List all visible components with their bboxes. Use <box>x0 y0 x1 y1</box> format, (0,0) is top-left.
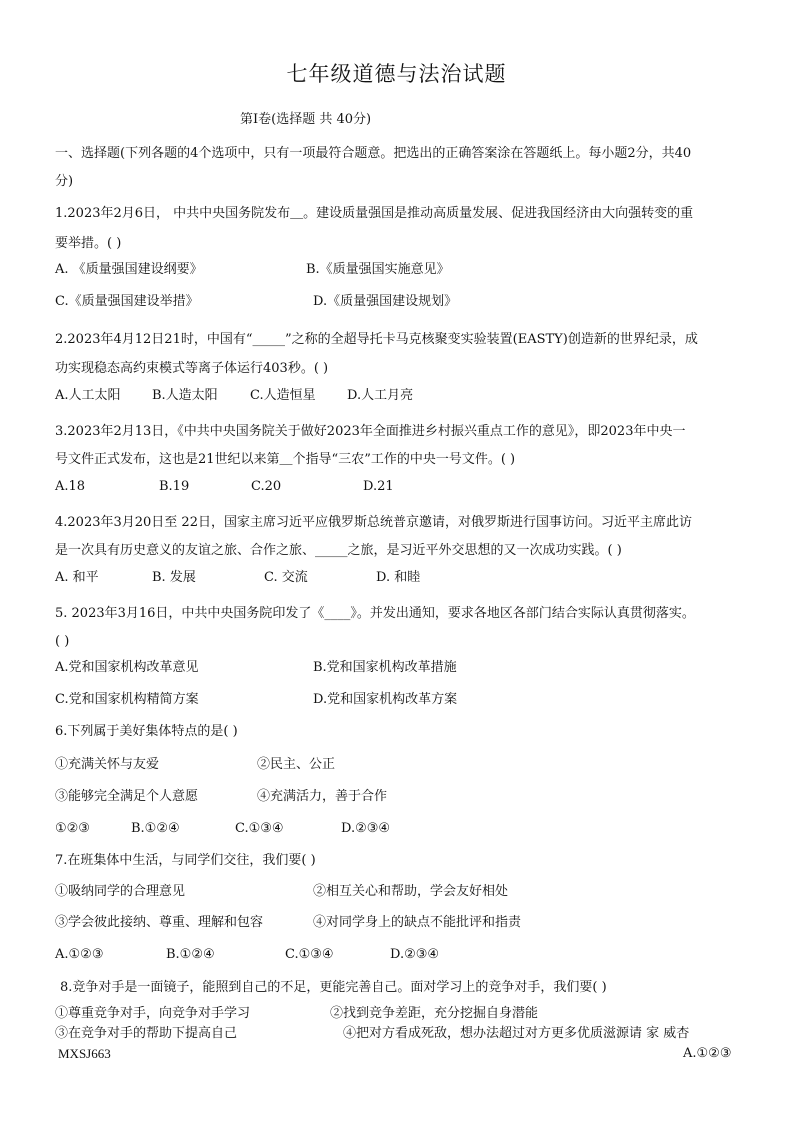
q4-option-a: A. 和平 <box>55 570 99 585</box>
q4-option-d: D. 和睦 <box>376 570 421 585</box>
q2-option-a: A.人工太阳 <box>55 388 121 403</box>
q4-option-b: B. 发展 <box>152 570 196 585</box>
q2-option-c: C.人造恒星 <box>250 388 316 403</box>
q1-option-b: B.《质量强国实施意见》 <box>306 262 450 277</box>
q7-statement-3: ③学会彼此接纳、尊重、理解和包容 <box>55 915 264 930</box>
q6-statement-3: ③能够完全满足个人意愿 <box>55 789 199 804</box>
q3-stem-line-1: 3.2023年2月13日，《中共中央国务院关于做好2023年全面推进乡村振兴重点工作的意见》，即2023年中央一 <box>55 424 686 439</box>
q8-statement-1: ①尊重竞争对手，向竞争对手学习 <box>55 1006 251 1021</box>
q8-statement-2: ②找到竞争差距，充分挖掘自身潜能 <box>330 1006 539 1021</box>
q5-stem-line-2: ( ) <box>55 634 70 649</box>
q4-option-c: C. 交流 <box>264 570 308 585</box>
q7-stem: 7.在班集体中生活，与同学们交往，我们要( ) <box>55 853 316 868</box>
q6-option-a: ①②③ <box>55 821 90 836</box>
q7-option-b: B.①②④ <box>166 947 215 962</box>
page-title: 七年级道德与法治试题 <box>286 62 507 86</box>
q7-option-a: A.①②③ <box>55 947 104 962</box>
q1-option-c: C.《质量强国建设举措》 <box>55 294 199 309</box>
q7-option-d: D.②③④ <box>390 947 440 962</box>
q2-stem-line-1: 2.2023年4月12日21时，中国有“_____”之称的全超导托卡马克核聚变实验装置(EASTY)创造新的世界纪录，成 <box>55 332 698 347</box>
q8-statement-3: ③在竞争对手的帮助下提高自己 <box>55 1026 238 1041</box>
q5-option-d: D.党和国家机构改革方案 <box>313 692 458 707</box>
q3-option-b: B.19 <box>159 479 190 494</box>
q8-statement-4: ④把对方看成死敌，想办法超过对方更多优质滋源请 家 威杏 <box>343 1026 690 1041</box>
q5-option-c: C.党和国家机构精简方案 <box>55 692 199 707</box>
q7-statement-1: ①吸纳同学的合理意见 <box>55 884 186 899</box>
q7-option-c: C.①③④ <box>285 947 334 962</box>
instructions-line-1: 一、选择题(下列各题的4个选项中，只有一项最符合题意。把选出的正确答案涂在答题纸上。每小题2分，共40 <box>55 146 692 161</box>
q3-option-d: D.21 <box>363 479 394 494</box>
section-title: 第Ⅰ卷(选择题 共 40分) <box>240 112 372 127</box>
instructions-line-2: 分) <box>55 174 74 189</box>
document-code: MXSJ663 <box>58 1046 111 1061</box>
q6-statement-1: ①充满关怀与友爱 <box>55 757 160 772</box>
q8-stem: 8.竞争对手是一面镜子，能照到自己的不足，更能完善自己。面对学习上的竞争对手，我们要( ) <box>60 980 607 995</box>
q5-option-b: B.党和国家机构改革措施 <box>313 660 457 675</box>
q3-option-c: C.20 <box>251 479 282 494</box>
q1-stem-line-1: 1.2023年2月6日， 中共中央国务院发布＿。建设质量强国是推动高质量发展、促进我国经济由大向强转变的重 <box>55 206 694 221</box>
q1-option-a: A. 《质量强国建设纲要》 <box>55 262 203 277</box>
q5-stem-line-1: 5. 2023年3月16日，中共中央国务院印发了《____》。并发出通知，要求各地区各部门结合实际认真贯彻落实。 <box>55 606 695 621</box>
q7-statement-2: ②相互关心和帮助，学会友好相处 <box>313 884 509 899</box>
q6-option-d: D.②③④ <box>341 821 391 836</box>
q6-statement-2: ②民主、公正 <box>257 757 336 772</box>
q6-statement-4: ④充满活力，善于合作 <box>257 789 388 804</box>
q6-stem: 6.下列属于美好集体特点的是( ) <box>55 724 238 739</box>
q2-stem-line-2: 功实现稳态高约束模式等离子体运行403秒。( ) <box>55 361 329 376</box>
q2-option-d: D.人工月亮 <box>347 388 414 403</box>
q2-option-b: B.人造太阳 <box>152 388 218 403</box>
q1-option-d: D.《质量强国建设规划》 <box>313 294 458 309</box>
q4-stem-line-2: 是一次具有历史意义的友谊之旅、合作之旅、_____之旅，是习近平外交思想的又一次成功实践。( ) <box>55 543 622 558</box>
q3-option-a: A.18 <box>55 479 86 494</box>
q4-stem-line-1: 4.2023年3月20日至 22日，国家主席习近平应俄罗斯总统普京邀请，对俄罗斯进行国事访问。习近平主席此访 <box>55 515 692 530</box>
q1-stem-line-2: 要举措。( ) <box>55 236 122 251</box>
q8-option-a: A.①②③ <box>683 1046 732 1061</box>
q7-statement-4: ④对同学身上的缺点不能批评和指责 <box>313 915 522 930</box>
q5-option-a: A.党和国家机构改革意见 <box>55 660 199 675</box>
q6-option-c: C.①③④ <box>235 821 284 836</box>
q3-stem-line-2: 号文件正式发布，这也是21世纪以来第＿个指导“三农”工作的中央一号文件。( ) <box>55 452 516 467</box>
q6-option-b: B.①②④ <box>131 821 180 836</box>
